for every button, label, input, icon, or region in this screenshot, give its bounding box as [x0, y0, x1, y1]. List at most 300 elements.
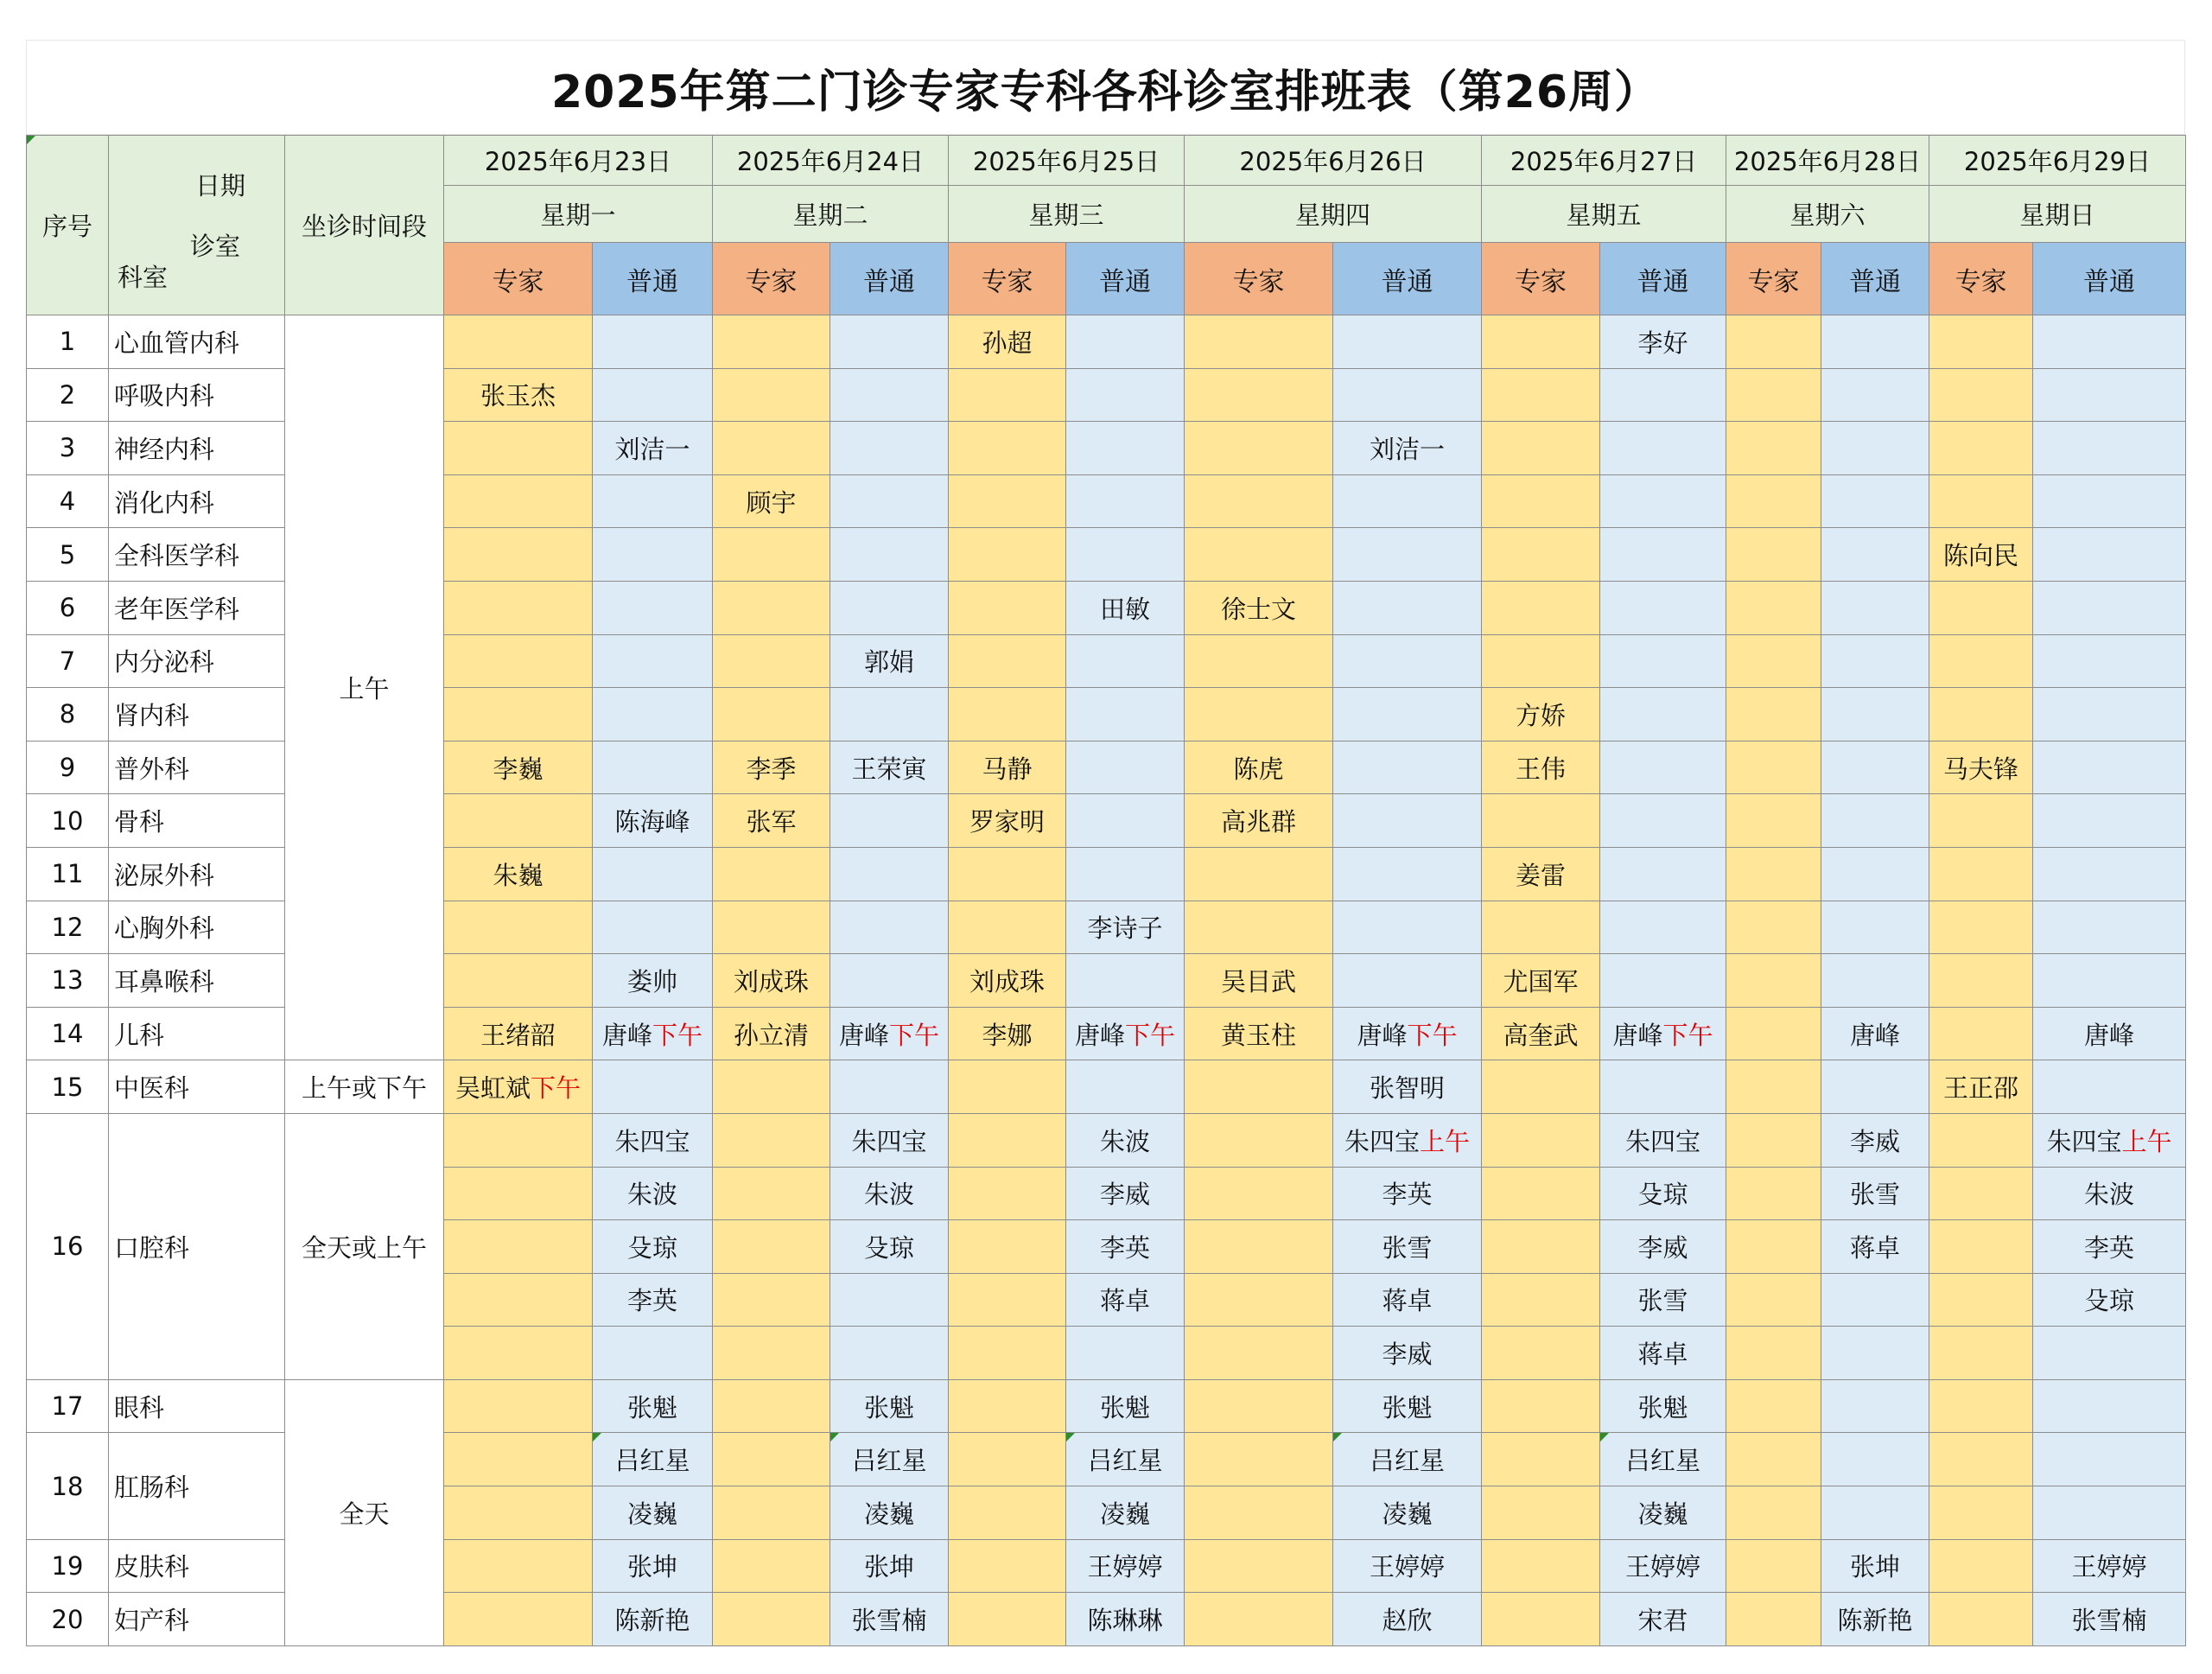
header-weekday: 星期二 [713, 186, 949, 243]
expert-cell [1726, 528, 1821, 582]
normal-cell: 唐峰下午 [1066, 1007, 1185, 1060]
normal-cell: 蒋卓 [1821, 1220, 1929, 1274]
normal-cell: 朱波 [593, 1167, 713, 1220]
expert-cell [1482, 581, 1600, 634]
header-weekday: 星期一 [444, 186, 713, 243]
expert-cell [1726, 474, 1821, 528]
header-date: 2025年6月28日 [1726, 136, 1929, 186]
expert-cell [1185, 688, 1333, 742]
expert-cell [1482, 1433, 1600, 1486]
expert-cell [1929, 1539, 2033, 1593]
normal-cell [830, 954, 949, 1008]
expert-cell [949, 1273, 1066, 1327]
normal-cell [1600, 474, 1726, 528]
expert-cell [444, 1167, 593, 1220]
row-number: 5 [27, 528, 109, 582]
normal-cell [2033, 634, 2186, 688]
department-name: 口腔科 [109, 1113, 285, 1379]
expert-cell [1482, 1220, 1600, 1274]
normal-cell [1600, 901, 1726, 954]
expert-cell [1482, 528, 1600, 582]
expert-cell: 高兆群 [1185, 794, 1333, 848]
expert-cell [444, 688, 593, 742]
department-name: 心血管内科 [109, 315, 285, 369]
department-name: 皮肤科 [109, 1539, 285, 1593]
expert-cell [1929, 794, 2033, 848]
expert-cell [1726, 1379, 1821, 1433]
normal-cell: 张雪 [1821, 1167, 1929, 1220]
expert-cell [1929, 315, 2033, 369]
normal-cell [1066, 1327, 1185, 1380]
department-name: 心胸外科 [109, 901, 285, 954]
expert-cell [949, 688, 1066, 742]
row-number: 14 [27, 1007, 109, 1060]
normal-cell [2033, 315, 2186, 369]
row-number: 13 [27, 954, 109, 1008]
normal-cell [1600, 368, 1726, 422]
expert-cell [1482, 315, 1600, 369]
normal-cell: 殳琼 [2033, 1273, 2186, 1327]
normal-cell: 李威 [1333, 1327, 1482, 1380]
expert-cell [1185, 1379, 1333, 1433]
time-slot: 全天或上午 [285, 1113, 444, 1379]
normal-cell [2033, 422, 2186, 475]
table-row [27, 315, 2186, 369]
header-normal: 普通 [1821, 243, 1929, 315]
row-number: 2 [27, 368, 109, 422]
expert-cell [444, 474, 593, 528]
expert-cell [1726, 1327, 1821, 1380]
expert-cell [444, 634, 593, 688]
expert-cell [713, 1220, 830, 1274]
schedule-table [26, 135, 2186, 1646]
expert-cell [1482, 794, 1600, 848]
expert-cell [1929, 954, 2033, 1008]
header-date: 2025年6月24日 [713, 136, 949, 186]
expert-cell [1726, 1060, 1821, 1114]
normal-cell [830, 1273, 949, 1327]
normal-cell [1821, 528, 1929, 582]
normal-cell [1066, 422, 1185, 475]
normal-cell [1066, 847, 1185, 901]
row-number: 20 [27, 1593, 109, 1646]
row-number: 17 [27, 1379, 109, 1433]
expert-cell: 罗家明 [949, 794, 1066, 848]
header-normal: 普通 [830, 243, 949, 315]
normal-cell [593, 901, 713, 954]
expert-cell [1185, 901, 1333, 954]
normal-cell: 李英 [2033, 1220, 2186, 1274]
header-expert: 专家 [1185, 243, 1333, 315]
normal-cell [830, 901, 949, 954]
normal-cell: 凌巍 [1600, 1486, 1726, 1540]
normal-cell [1066, 794, 1185, 848]
expert-cell [949, 1220, 1066, 1274]
normal-cell [1333, 315, 1482, 369]
header-expert: 专家 [713, 243, 830, 315]
row-number: 1 [27, 315, 109, 369]
row-number: 10 [27, 794, 109, 848]
header-date: 2025年6月25日 [949, 136, 1185, 186]
normal-cell: 凌巍 [593, 1486, 713, 1540]
expert-cell: 朱巍 [444, 847, 593, 901]
row-number: 19 [27, 1539, 109, 1593]
expert-cell [1929, 422, 2033, 475]
department-name: 肛肠科 [109, 1433, 285, 1539]
normal-cell: 朱四宝上午 [2033, 1113, 2186, 1167]
normal-cell [1821, 422, 1929, 475]
header-weekday: 星期五 [1482, 186, 1726, 243]
expert-cell [713, 315, 830, 369]
expert-cell [1482, 901, 1600, 954]
normal-cell [1600, 688, 1726, 742]
expert-cell [713, 1113, 830, 1167]
normal-cell: 李好 [1600, 315, 1726, 369]
normal-cell: 蒋卓 [1600, 1327, 1726, 1380]
normal-cell [830, 581, 949, 634]
normal-cell: 娄帅 [593, 954, 713, 1008]
normal-cell: 郭娟 [830, 634, 949, 688]
expert-cell [1482, 368, 1600, 422]
normal-cell [593, 634, 713, 688]
time-note: 上午 [2121, 1126, 2172, 1156]
header-time: 坐诊时间段 [285, 136, 444, 315]
expert-cell [1482, 1539, 1600, 1593]
normal-cell: 赵欣 [1333, 1593, 1482, 1646]
expert-cell [1726, 1007, 1821, 1060]
row-number: 12 [27, 901, 109, 954]
expert-cell [1185, 368, 1333, 422]
expert-cell [1185, 422, 1333, 475]
normal-cell [2033, 368, 2186, 422]
normal-cell: 吕红星 [1066, 1433, 1185, 1486]
expert-cell: 李娜 [949, 1007, 1066, 1060]
normal-cell [2033, 741, 2186, 794]
expert-cell [1482, 1273, 1600, 1327]
normal-cell [1821, 368, 1929, 422]
normal-cell: 唐峰 [2033, 1007, 2186, 1060]
row-number: 6 [27, 581, 109, 634]
expert-cell [1726, 954, 1821, 1008]
page-title: 2025年第二门诊专家专科各科诊室排班表（第26周） [26, 40, 2185, 135]
table-row [27, 1060, 2186, 1114]
expert-cell [1726, 634, 1821, 688]
expert-cell: 孙立清 [713, 1007, 830, 1060]
normal-cell: 唐峰下午 [593, 1007, 713, 1060]
normal-cell [1821, 581, 1929, 634]
time-note: 下午 [1407, 1020, 1458, 1050]
expert-cell [1726, 901, 1821, 954]
expert-cell: 王伟 [1482, 741, 1600, 794]
normal-cell [830, 688, 949, 742]
normal-cell: 张魁 [1600, 1379, 1726, 1433]
row-number: 8 [27, 688, 109, 742]
normal-cell [2033, 581, 2186, 634]
normal-cell [1333, 741, 1482, 794]
expert-cell [444, 954, 593, 1008]
expert-cell [1482, 474, 1600, 528]
normal-cell [1333, 954, 1482, 1008]
normal-cell: 李威 [1821, 1113, 1929, 1167]
expert-cell [949, 1167, 1066, 1220]
normal-cell [1600, 634, 1726, 688]
expert-cell [444, 794, 593, 848]
expert-cell [713, 422, 830, 475]
normal-cell [1066, 634, 1185, 688]
normal-cell [1066, 368, 1185, 422]
normal-cell: 田敏 [1066, 581, 1185, 634]
row-number: 11 [27, 847, 109, 901]
header-expert: 专家 [444, 243, 593, 315]
expert-cell [949, 422, 1066, 475]
normal-cell: 王婷婷 [1333, 1539, 1482, 1593]
normal-cell: 张坤 [593, 1539, 713, 1593]
normal-cell: 张坤 [830, 1539, 949, 1593]
department-name: 肾内科 [109, 688, 285, 742]
normal-cell [1333, 528, 1482, 582]
expert-cell [444, 1539, 593, 1593]
department-name: 耳鼻喉科 [109, 954, 285, 1008]
time-slot: 上午或下午 [285, 1060, 444, 1114]
normal-cell: 唐峰 [1821, 1007, 1929, 1060]
normal-cell [830, 528, 949, 582]
normal-cell [1821, 794, 1929, 848]
expert-cell [1929, 1486, 2033, 1540]
expert-cell: 徐士文 [1185, 581, 1333, 634]
row-number: 15 [27, 1060, 109, 1114]
time-note: 上午 [1420, 1126, 1471, 1156]
normal-cell [1600, 954, 1726, 1008]
expert-cell: 尤国军 [1482, 954, 1600, 1008]
expert-cell [1482, 1167, 1600, 1220]
expert-cell [1726, 1167, 1821, 1220]
normal-cell [593, 1060, 713, 1114]
normal-cell [1066, 688, 1185, 742]
expert-cell [713, 901, 830, 954]
expert-cell [1482, 1060, 1600, 1114]
normal-cell [1821, 1060, 1929, 1114]
normal-cell [1066, 741, 1185, 794]
department-name: 儿科 [109, 1007, 285, 1060]
expert-cell: 姜雷 [1482, 847, 1600, 901]
header-date: 2025年6月26日 [1185, 136, 1482, 186]
time-note: 下午 [652, 1020, 703, 1050]
normal-cell [2033, 954, 2186, 1008]
normal-cell [830, 1327, 949, 1380]
expert-cell [713, 1433, 830, 1486]
normal-cell: 李威 [1066, 1167, 1185, 1220]
expert-cell [1185, 315, 1333, 369]
expert-cell [713, 1327, 830, 1380]
normal-cell: 张坤 [1821, 1539, 1929, 1593]
normal-cell [1600, 1060, 1726, 1114]
expert-cell [949, 1593, 1066, 1646]
normal-cell: 刘洁一 [593, 422, 713, 475]
normal-cell [1821, 1379, 1929, 1433]
header-room-label: 诊室 [190, 232, 241, 261]
normal-cell [2033, 1433, 2186, 1486]
normal-cell [1066, 1060, 1185, 1114]
expert-cell [713, 1060, 830, 1114]
normal-cell: 王荣寅 [830, 741, 949, 794]
expert-cell [1185, 1220, 1333, 1274]
department-name: 呼吸内科 [109, 368, 285, 422]
department-name: 眼科 [109, 1379, 285, 1433]
expert-cell [949, 1060, 1066, 1114]
expert-cell [949, 581, 1066, 634]
expert-cell: 张玉杰 [444, 368, 593, 422]
normal-cell [1821, 741, 1929, 794]
normal-cell [593, 847, 713, 901]
expert-cell [1929, 474, 2033, 528]
row-number: 7 [27, 634, 109, 688]
expert-cell [1929, 1433, 2033, 1486]
expert-cell [1185, 1273, 1333, 1327]
normal-cell [1821, 315, 1929, 369]
normal-cell [593, 741, 713, 794]
expert-cell [1726, 1486, 1821, 1540]
normal-cell [1066, 474, 1185, 528]
expert-cell [444, 581, 593, 634]
expert-cell [1929, 1327, 2033, 1380]
expert-cell [949, 1113, 1066, 1167]
normal-cell: 李英 [593, 1273, 713, 1327]
expert-cell: 陈虎 [1185, 741, 1333, 794]
normal-cell [2033, 474, 2186, 528]
expert-cell [1929, 1167, 2033, 1220]
table-row [27, 1379, 2186, 1433]
expert-cell [1929, 581, 2033, 634]
normal-cell [1821, 1273, 1929, 1327]
normal-cell: 朱四宝 [1600, 1113, 1726, 1167]
normal-cell [1333, 901, 1482, 954]
expert-cell [713, 1539, 830, 1593]
expert-cell [444, 1220, 593, 1274]
expert-cell [1726, 1433, 1821, 1486]
expert-cell [949, 528, 1066, 582]
expert-cell [949, 1539, 1066, 1593]
expert-cell [1726, 847, 1821, 901]
expert-cell [1482, 1379, 1600, 1433]
expert-cell [1185, 634, 1333, 688]
time-note: 下午 [1662, 1020, 1713, 1050]
header-row-dates [27, 136, 2186, 186]
department-name: 内分泌科 [109, 634, 285, 688]
header-weekday: 星期三 [949, 186, 1185, 243]
expert-cell: 张军 [713, 794, 830, 848]
expert-cell [713, 1379, 830, 1433]
normal-cell [1600, 422, 1726, 475]
header-date: 2025年6月23日 [444, 136, 713, 186]
normal-cell: 蒋卓 [1333, 1273, 1482, 1327]
normal-cell: 朱四宝 [593, 1113, 713, 1167]
time-slot: 上午 [285, 315, 444, 1060]
expert-cell [713, 368, 830, 422]
expert-cell [1185, 474, 1333, 528]
expert-cell [713, 1486, 830, 1540]
time-slot: 全天 [285, 1379, 444, 1645]
expert-cell [444, 422, 593, 475]
normal-cell [2033, 1486, 2186, 1540]
expert-cell [1482, 1593, 1600, 1646]
normal-cell: 张雪 [1600, 1273, 1726, 1327]
normal-cell [1600, 847, 1726, 901]
expert-cell [1726, 1220, 1821, 1274]
expert-cell [1482, 1327, 1600, 1380]
normal-cell [1821, 688, 1929, 742]
expert-cell [444, 1379, 593, 1433]
normal-cell [1600, 741, 1726, 794]
expert-cell [1482, 422, 1600, 475]
normal-cell [1066, 528, 1185, 582]
normal-cell [593, 1327, 713, 1380]
expert-cell [713, 1167, 830, 1220]
normal-cell: 张魁 [593, 1379, 713, 1433]
expert-cell: 孙超 [949, 315, 1066, 369]
normal-cell [2033, 1379, 2186, 1433]
header-normal: 普通 [1600, 243, 1726, 315]
normal-cell: 刘洁一 [1333, 422, 1482, 475]
expert-cell: 马静 [949, 741, 1066, 794]
header-normal: 普通 [1066, 243, 1185, 315]
department-name: 老年医学科 [109, 581, 285, 634]
expert-cell: 王正邵 [1929, 1060, 2033, 1114]
expert-cell [1726, 794, 1821, 848]
header-seq: 序号 [27, 136, 109, 315]
header-date: 2025年6月29日 [1929, 136, 2186, 186]
normal-cell [1333, 847, 1482, 901]
expert-cell [1185, 1593, 1333, 1646]
expert-cell [1929, 901, 2033, 954]
expert-cell [1726, 741, 1821, 794]
expert-cell [1726, 422, 1821, 475]
expert-cell [1726, 688, 1821, 742]
expert-cell [949, 1433, 1066, 1486]
expert-cell [444, 1327, 593, 1380]
expert-cell: 吴目武 [1185, 954, 1333, 1008]
expert-cell: 王绪韶 [444, 1007, 593, 1060]
normal-cell [1821, 1327, 1929, 1380]
normal-cell: 吕红星 [593, 1433, 713, 1486]
header-normal: 普通 [593, 243, 713, 315]
normal-cell [1333, 794, 1482, 848]
header-date: 2025年6月27日 [1482, 136, 1726, 186]
normal-cell [830, 315, 949, 369]
header-expert: 专家 [1482, 243, 1600, 315]
normal-cell [2033, 794, 2186, 848]
expert-cell [1185, 1486, 1333, 1540]
header-normal: 普通 [1333, 243, 1482, 315]
expert-cell [1185, 1539, 1333, 1593]
normal-cell [1600, 794, 1726, 848]
expert-cell [713, 1593, 830, 1646]
expert-cell [444, 1113, 593, 1167]
expert-cell: 方娇 [1482, 688, 1600, 742]
expert-cell [1185, 1327, 1333, 1380]
normal-cell [1600, 581, 1726, 634]
normal-cell [1821, 474, 1929, 528]
normal-cell [2033, 847, 2186, 901]
expert-cell: 顾宇 [713, 474, 830, 528]
normal-cell: 张魁 [830, 1379, 949, 1433]
normal-cell [2033, 688, 2186, 742]
normal-cell [593, 474, 713, 528]
normal-cell: 张魁 [1333, 1379, 1482, 1433]
normal-cell: 王婷婷 [2033, 1539, 2186, 1593]
normal-cell: 李英 [1066, 1220, 1185, 1274]
table-row [27, 1113, 2186, 1167]
normal-cell [1821, 954, 1929, 1008]
